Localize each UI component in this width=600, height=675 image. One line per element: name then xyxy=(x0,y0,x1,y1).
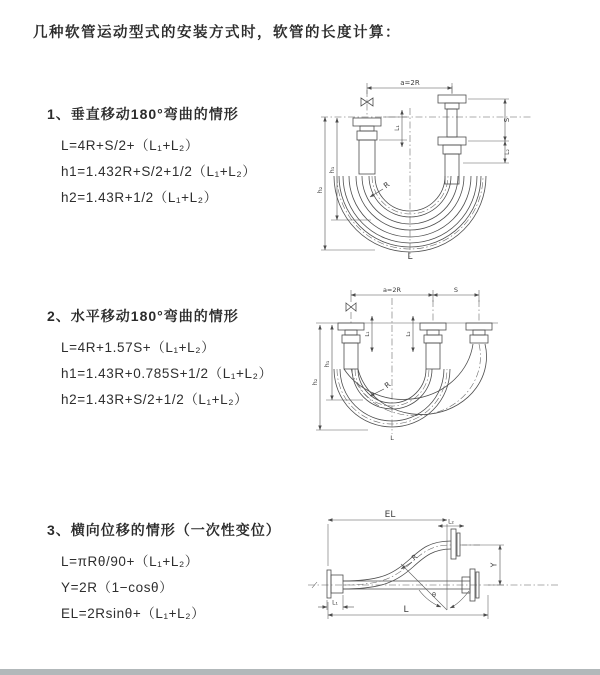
dimension-s xyxy=(468,99,511,141)
diagram-lateral-displacement xyxy=(298,498,598,663)
formula-line: h2=1.43R+1/2（L₁+L₂） xyxy=(61,190,218,205)
dim-label-a2r: a=2R xyxy=(400,79,420,87)
left-hose-end xyxy=(338,323,364,369)
radius-label: R xyxy=(410,552,420,563)
centerlines xyxy=(308,545,560,588)
dimension-l1 xyxy=(318,595,354,610)
section-heading: 1、垂直移动180°弯曲的情形 xyxy=(47,106,239,122)
angle-label: θ xyxy=(432,591,436,599)
dimension-h2 xyxy=(311,325,368,430)
formula-block xyxy=(61,133,256,211)
formula-line: L=4R+S/2+（L₁+L₂） xyxy=(61,138,199,153)
formula-line: h1=1.432R+S/2+1/2（L₁+L₂） xyxy=(61,164,257,179)
left-hose-end xyxy=(353,118,381,174)
dim-label-a2r: a=2R xyxy=(382,286,402,294)
dim-label-l2: L₂ xyxy=(504,149,511,155)
diagram-vertical-180 xyxy=(313,70,593,260)
formula-line: Y=2R（1−cosθ） xyxy=(61,580,174,595)
formula-line: L=πRθ/90+（L₁+L₂） xyxy=(61,554,199,569)
middle-hose-end xyxy=(420,323,446,369)
right-hose-end xyxy=(438,95,466,184)
dim-label-l1: L₁ xyxy=(365,331,371,337)
dimension-y xyxy=(462,545,504,585)
formula-line: EL=2Rsinθ+（L₁+L₂） xyxy=(61,606,206,621)
scan-bottom-edge xyxy=(0,669,600,675)
formula-line: h2=1.43R+S/2+1/2（L₁+L₂） xyxy=(61,392,249,407)
length-label: L xyxy=(407,252,413,260)
centerlines xyxy=(321,86,531,257)
section-lateral-displacement xyxy=(47,520,281,627)
dim-label-h2: h₂ xyxy=(316,186,324,194)
dimension-l1 xyxy=(379,110,407,147)
dimension-l2 xyxy=(438,519,464,527)
dim-label-el: EL xyxy=(384,510,396,520)
section-heading: 2、水平移动180°弯曲的情形 xyxy=(47,308,239,324)
dim-label-h2: h₂ xyxy=(311,378,319,386)
section-vertical-180 xyxy=(47,104,256,211)
dim-label-h1: h₁ xyxy=(328,166,336,174)
dimension-a2r xyxy=(351,286,479,302)
dimension-s xyxy=(433,286,479,295)
left-flange xyxy=(327,570,343,598)
dim-label-s: S xyxy=(453,286,459,294)
hose-arcs xyxy=(334,344,487,427)
dimension-l2 xyxy=(406,316,413,352)
page-title: 几种软管运动型式的安装方式时，软管的长度计算： xyxy=(33,25,401,41)
s-curve-hose xyxy=(343,541,451,589)
section-horizontal-180 xyxy=(47,306,273,413)
formula-block xyxy=(61,549,281,627)
length-label: L xyxy=(390,434,394,442)
dim-label-l2: L₂ xyxy=(448,518,454,526)
diagram-horizontal-180 xyxy=(308,282,598,457)
valve-icon xyxy=(346,303,356,311)
section-heading: 3、横向位移的情形（一次性变位） xyxy=(47,522,281,538)
dim-label-l2: L₂ xyxy=(406,331,412,337)
radius-label: R xyxy=(381,179,392,191)
upper-right-flange xyxy=(451,529,460,559)
radius-label: R xyxy=(382,379,393,391)
formula-line: L=4R+1.57S+（L₁+L₂） xyxy=(61,340,216,355)
hose-arcs xyxy=(334,176,486,252)
dimension-a2r xyxy=(367,79,452,94)
dim-label-l1: L₁ xyxy=(332,599,338,607)
dim-label-l1: L₁ xyxy=(394,125,401,131)
dimension-l1 xyxy=(365,316,372,352)
formula-block xyxy=(61,335,273,413)
formula-line: h1=1.43R+0.785S+1/2（L₁+L₂） xyxy=(61,366,273,381)
dim-label-h1: h₁ xyxy=(323,360,331,368)
dim-label-y: Y xyxy=(489,562,499,568)
dimension-el xyxy=(328,510,447,610)
dimension-h2 xyxy=(316,117,375,250)
right-hose-end xyxy=(466,323,492,343)
length-label: L xyxy=(403,605,409,615)
dim-label-s: S xyxy=(503,117,511,123)
dimension-l2 xyxy=(463,141,511,163)
angle-construction xyxy=(401,564,469,610)
